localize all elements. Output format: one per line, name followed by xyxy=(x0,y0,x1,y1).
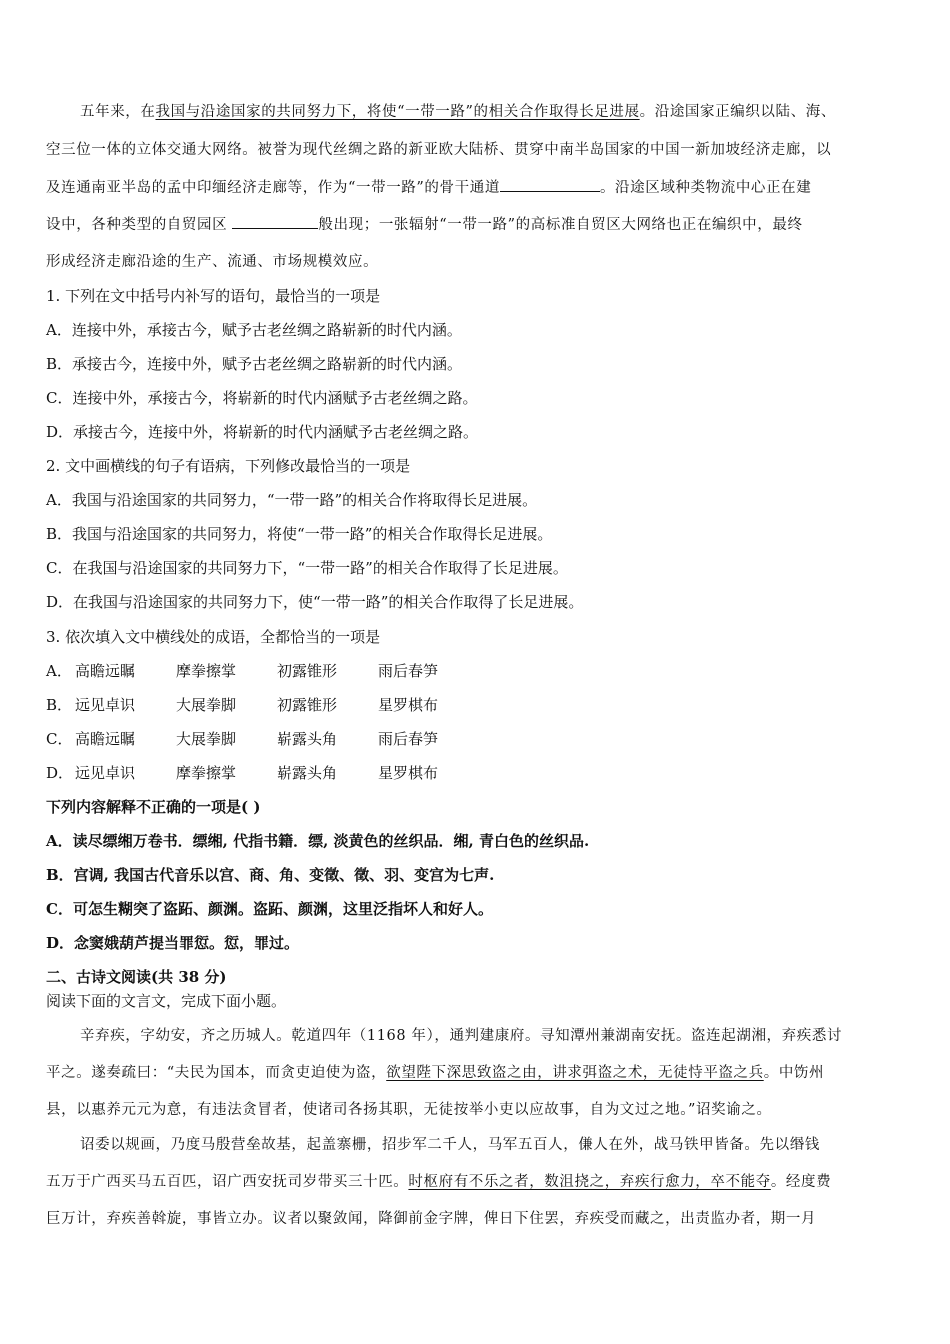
q4-option-d: D．念窦娥葫芦提当罪愆。愆，罪过。 xyxy=(46,934,300,952)
section-instruction: 阅读下面的文言文，完成下面小题。 xyxy=(46,992,287,1010)
classical-p1-line-2: 平之。遂奏疏曰：“夫民为国本，而贪吏迫使为盗，欲望陛下深思致盗之由，讲求弭盗之术，无徒恃平盗之兵。中饬州 xyxy=(46,1065,825,1081)
blank-2 xyxy=(232,214,318,229)
q4-stem: 下列内容解释不正确的一项是( ) xyxy=(46,798,261,816)
classical-p2-line-1: 诏委以规画，乃度马殷营垒故基，起盖寨栅，招步军二千人，马军五百人，傔人在外，战马铁甲皆备。先以缗钱 xyxy=(80,1137,820,1153)
passage-line-5: 形成经济走廊沿途的生产、流通、市场规模效应。 xyxy=(46,254,379,270)
q2-stem: 2. 文中画横线的句子有语病，下列修改最恰当的一项是 xyxy=(46,457,411,475)
passage-line-3: 及连通南亚半岛的孟中印缅经济走廊等，作为“一带一路”的骨干通道 。沿途区域种类物流中心正在建 xyxy=(46,177,811,198)
q1-option-b: B．承接古今，连接中外，赋予古老丝绸之路崭新的时代内涵。 xyxy=(46,355,463,373)
q1-option-d: D．承接古今，连接中外，将崭新的时代内涵赋予古老丝绸之路。 xyxy=(46,423,479,441)
q4-option-a: A．读尽缥缃万卷书．缥缃, 代指书籍．缥, 淡黄色的丝织品．缃, 青白色的丝织品. xyxy=(46,832,590,850)
q2-option-b: B．我国与沿途国家的共同努力，将使“一带一路”的相关合作取得长足进展。 xyxy=(46,525,553,543)
passage-line-1: 五年来，在我国与沿途国家的共同努力下，将使“一带一路”的相关合作取得长足进展。沿途国家正编织以陆、海、 xyxy=(80,104,836,120)
q3-option-d: D． 远见卓识 摩拳擦掌 崭露头角 星罗棋布 xyxy=(46,764,439,782)
q3-option-c: C． 高瞻远瞩 大展拳脚 崭露头角 雨后春笋 xyxy=(46,730,439,748)
q2-option-d: D．在我国与沿途国家的共同努力下，使“一带一路”的相关合作取得了长足进展。 xyxy=(46,593,584,611)
section-heading: 二、古诗文阅读(共 38 分) xyxy=(46,968,227,986)
q4-option-b: B．宫调, 我国古代音乐以宫、商、角、变徵、徵、羽、变宫为七声. xyxy=(46,866,495,884)
q1-option-c: C．连接中外，承接古今，将崭新的时代内涵赋予古老丝绸之路。 xyxy=(46,389,478,407)
classical-p1-line-1: 辛弃疾，字幼安，齐之历城人。乾道四年（1168 年），通判建康府。寻知潭州兼湖南安抚。盗连起湖湘，弃疾悉讨 xyxy=(80,1028,843,1044)
q3-option-a: A． 高瞻远瞩 摩拳擦掌 初露锥形 雨后春笋 xyxy=(46,662,439,680)
classical-p2-line-3: 巨万计，弃疾善斡旋，事皆立办。议者以聚敛闻，降御前金字牌，俾日下住罢，弃疾受而藏之，出责监办者，期一月 xyxy=(46,1211,817,1227)
q1-option-a: A．连接中外，承接古今，赋予古老丝绸之路崭新的时代内涵。 xyxy=(46,321,462,339)
q2-option-a: A．我国与沿途国家的共同努力，“一带一路”的相关合作将取得长足进展。 xyxy=(46,491,538,509)
underlined-sentence: 我国与沿途国家的共同努力下，将使“一带一路”的相关合作取得长足进展 xyxy=(155,104,640,120)
classical-p2-line-2: 五万于广西买马五百匹，诏广西安抚司岁带买三十匹。时枢府有不乐之者，数沮挠之，弃疾行愈力，卒不能夺。经度费 xyxy=(46,1174,832,1190)
underlined-sentence-1: 欲望陛下深思致盗之由，讲求弭盗之术，无徒恃平盗之兵 xyxy=(386,1065,764,1081)
passage-line-4: 设中，各种类型的自贸园区 般出现；一张辐射“一带一路”的高标准自贸区大网络也正在编织中，最终 xyxy=(46,214,803,235)
q1-stem: 1. 下列在文中括号内补写的语句，最恰当的一项是 xyxy=(46,287,381,305)
q3-option-b: B． 远见卓识 大展拳脚 初露锥形 星罗棋布 xyxy=(46,696,439,714)
classical-p1-line-3: 县，以惠养元元为意，有违法贪冒者，使诸司各扬其职，无徒按举小吏以应故事，自为文过之地。”诏奖谕之。 xyxy=(46,1102,772,1118)
q2-option-c: C．在我国与沿途国家的共同努力下，“一带一路”的相关合作取得了长足进展。 xyxy=(46,559,568,577)
blank-1 xyxy=(500,177,600,192)
q3-stem: 3. 依次填入文中横线处的成语，全都恰当的一项是 xyxy=(46,628,381,646)
passage-line-2: 空三位一体的立体交通大网络。被誉为现代丝绸之路的新亚欧大陆桥、贯穿中南半岛国家的中国一新加坡经济走廊，以 xyxy=(46,142,832,158)
q4-option-c: C．可怎生糊突了盗跖、颜渊。盗跖、颜渊，这里泛指坏人和好人。 xyxy=(46,900,493,918)
underlined-sentence-2: 时枢府有不乐之者，数沮挠之，弃疾行愈力，卒不能夺 xyxy=(408,1174,771,1190)
